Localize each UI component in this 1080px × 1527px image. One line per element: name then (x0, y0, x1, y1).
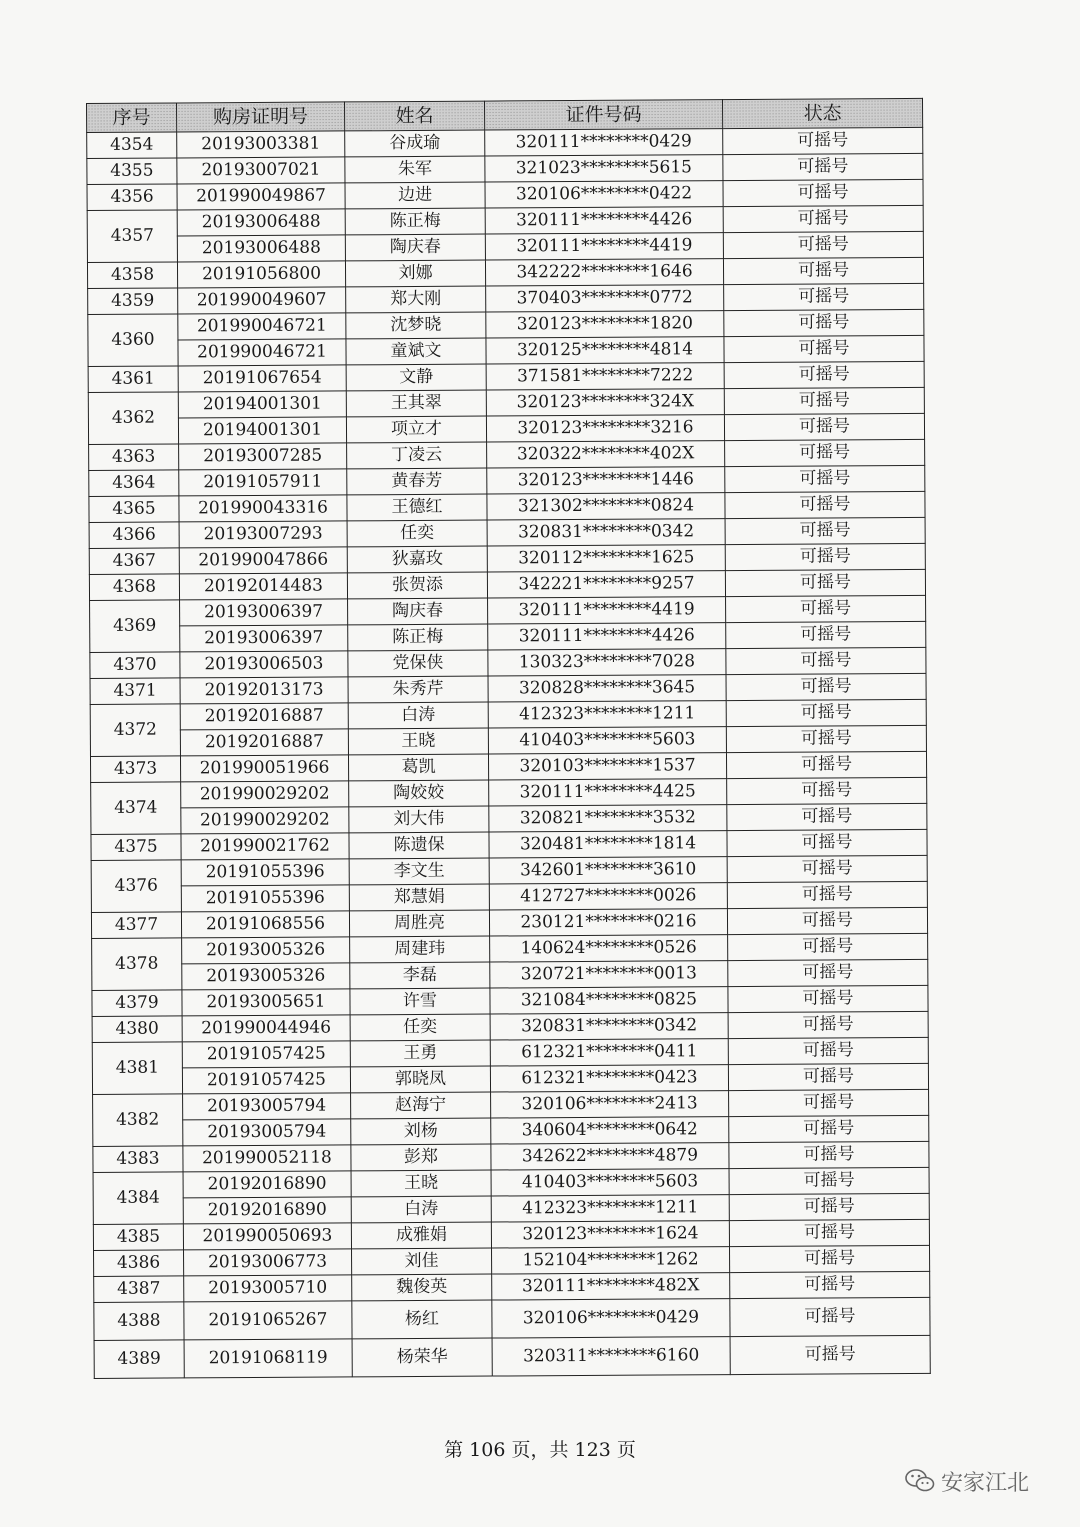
housing-lottery-table (86, 98, 931, 1379)
id-no-cell: 320322********402X (487, 441, 725, 468)
status-cell: 可摇号 (727, 881, 927, 908)
name-cell: 任奕 (350, 1014, 490, 1041)
seq-cell: 4376 (91, 860, 181, 913)
status-cell: 可摇号 (725, 491, 925, 518)
name-cell: 谷成瑜 (345, 130, 485, 157)
name-cell: 陈正梅 (348, 624, 488, 651)
id-no-cell: 320111********4426 (488, 623, 726, 650)
status-cell: 可摇号 (724, 413, 924, 440)
id-no-cell: 320125********4814 (486, 337, 724, 364)
seq-cell: 4384 (93, 1172, 183, 1225)
cert-no-cell: 20193006773 (184, 1249, 352, 1276)
seq-cell: 4371 (90, 678, 180, 705)
id-no-cell: 342622********4879 (491, 1143, 729, 1170)
header-name: 姓名 (344, 101, 484, 131)
name-cell: 李磊 (350, 962, 490, 989)
id-no-cell: 612321********0411 (490, 1039, 728, 1066)
status-cell: 可摇号 (725, 569, 925, 596)
status-cell: 可摇号 (726, 595, 926, 622)
id-no-cell: 410403********5603 (488, 727, 726, 754)
name-cell: 沈梦晓 (346, 312, 486, 339)
cert-no-cell: 201990051966 (180, 755, 348, 782)
seq-cell: 4368 (89, 574, 179, 601)
table-body (87, 127, 931, 1378)
name-cell: 彭郑 (351, 1144, 491, 1171)
status-cell: 可摇号 (725, 517, 925, 544)
seq-cell: 4372 (90, 704, 180, 757)
cert-no-cell: 20193005794 (183, 1119, 351, 1146)
cert-no-cell: 20193006503 (180, 651, 348, 678)
name-cell: 张贺添 (347, 572, 487, 599)
name-cell: 白涛 (351, 1196, 491, 1223)
seq-cell: 4385 (93, 1224, 183, 1251)
cert-no-cell: 20193003381 (177, 131, 345, 158)
id-no-cell: 412727********0026 (489, 883, 727, 910)
name-cell: 许雪 (350, 988, 490, 1015)
cert-no-cell: 20192016890 (183, 1171, 351, 1198)
id-no-cell: 321302********0824 (487, 493, 725, 520)
seq-cell: 4388 (94, 1302, 184, 1341)
status-cell: 可摇号 (729, 1089, 929, 1116)
seq-cell: 4373 (90, 756, 180, 783)
id-no-cell: 320111********4425 (489, 779, 727, 806)
seq-cell: 4357 (87, 210, 177, 263)
status-cell: 可摇号 (723, 231, 923, 258)
cert-no-cell: 20193007293 (179, 521, 347, 548)
cert-no-cell: 20193005794 (183, 1093, 351, 1120)
name-cell: 童斌文 (346, 338, 486, 365)
status-cell: 可摇号 (727, 907, 927, 934)
name-cell: 狄嘉玫 (347, 546, 487, 573)
table-row (94, 1335, 930, 1378)
status-cell: 可摇号 (729, 1193, 929, 1220)
id-no-cell: 412323********1211 (491, 1195, 729, 1222)
name-cell: 刘佳 (352, 1248, 492, 1275)
name-cell: 郑慧娟 (349, 884, 489, 911)
status-cell: 可摇号 (730, 1271, 930, 1298)
status-cell: 可摇号 (724, 309, 924, 336)
name-cell: 陶姣姣 (349, 780, 489, 807)
seq-cell: 4375 (91, 834, 181, 861)
id-no-cell: 130323********7028 (488, 649, 726, 676)
cert-no-cell: 20191057425 (182, 1041, 350, 1068)
seq-cell: 4383 (93, 1146, 183, 1173)
name-cell: 成雅娟 (351, 1222, 491, 1249)
name-cell: 任奕 (347, 520, 487, 547)
id-no-cell: 320106********2413 (491, 1091, 729, 1118)
id-no-cell: 320111********4419 (485, 233, 723, 260)
cert-no-cell: 20191057911 (179, 469, 347, 496)
cert-no-cell: 20193005651 (182, 989, 350, 1016)
name-cell: 王其翠 (346, 390, 486, 417)
id-no-cell: 612321********0423 (490, 1065, 728, 1092)
seq-cell: 4370 (90, 652, 180, 679)
status-cell: 可摇号 (723, 205, 923, 232)
seq-cell: 4380 (92, 1016, 182, 1043)
id-no-cell: 320481********1814 (489, 831, 727, 858)
name-cell: 朱军 (345, 156, 485, 183)
seq-cell: 4387 (94, 1276, 184, 1303)
name-cell: 周建玮 (350, 936, 490, 963)
name-cell: 葛凯 (348, 754, 488, 781)
name-cell: 郭晓凤 (350, 1066, 490, 1093)
seq-cell: 4377 (91, 912, 181, 939)
id-no-cell: 320103********1537 (488, 753, 726, 780)
id-no-cell: 320831********0342 (487, 519, 725, 546)
cert-no-cell: 201990052118 (183, 1145, 351, 1172)
status-cell: 可摇号 (724, 283, 924, 310)
cert-no-cell: 201990047866 (179, 547, 347, 574)
cert-no-cell: 20193005710 (184, 1275, 352, 1302)
id-no-cell: 140624********0526 (490, 935, 728, 962)
id-no-cell: 410403********5603 (491, 1169, 729, 1196)
seq-cell: 4359 (88, 288, 178, 315)
name-cell: 文静 (346, 364, 486, 391)
cert-no-cell: 201990044946 (182, 1015, 350, 1042)
cert-no-cell: 20193006488 (177, 209, 345, 236)
cert-no-cell: 20191056800 (177, 261, 345, 288)
name-cell: 王德红 (347, 494, 487, 521)
cert-no-cell: 20191055396 (181, 885, 349, 912)
id-no-cell: 320111********4419 (488, 597, 726, 624)
cert-no-cell: 201990029202 (181, 781, 349, 808)
status-cell: 可摇号 (729, 1115, 929, 1142)
cert-no-cell: 20191068556 (181, 911, 349, 938)
status-cell: 可摇号 (728, 1011, 928, 1038)
id-no-cell: 152104********1262 (492, 1247, 730, 1274)
name-cell: 朱秀芹 (348, 676, 488, 703)
cert-no-cell: 20193005326 (182, 937, 350, 964)
id-no-cell: 370403********0772 (486, 285, 724, 312)
status-cell: 可摇号 (729, 1141, 929, 1168)
name-cell: 陶庆春 (345, 234, 485, 261)
cert-no-cell: 201990049607 (178, 287, 346, 314)
seq-cell: 4369 (90, 600, 180, 653)
id-no-cell: 321023********5615 (485, 155, 723, 182)
name-cell: 陶庆春 (348, 598, 488, 625)
status-cell: 可摇号 (728, 933, 928, 960)
status-cell: 可摇号 (723, 127, 923, 154)
cert-no-cell: 20193006488 (177, 235, 345, 262)
seq-cell: 4356 (87, 184, 177, 211)
id-no-cell: 320106********0429 (492, 1299, 730, 1338)
seq-cell: 4386 (94, 1250, 184, 1277)
cert-no-cell: 20192014483 (179, 573, 347, 600)
status-cell: 可摇号 (726, 647, 926, 674)
seq-cell: 4355 (87, 158, 177, 185)
cert-no-cell: 20193006397 (180, 625, 348, 652)
name-cell: 王晓 (351, 1170, 491, 1197)
status-cell: 可摇号 (729, 1167, 929, 1194)
name-cell: 郑大刚 (346, 286, 486, 313)
seq-cell: 4364 (89, 470, 179, 497)
name-cell: 王晓 (348, 728, 488, 755)
seq-cell: 4389 (94, 1340, 184, 1379)
cert-no-cell: 20192016890 (183, 1197, 351, 1224)
cert-no-cell: 20191067654 (178, 365, 346, 392)
seq-cell: 4365 (89, 496, 179, 523)
status-cell: 可摇号 (723, 257, 923, 284)
name-cell: 王勇 (350, 1040, 490, 1067)
cert-no-cell: 20191057425 (182, 1067, 350, 1094)
status-cell: 可摇号 (727, 855, 927, 882)
status-cell: 可摇号 (730, 1297, 930, 1336)
header-seq: 序号 (87, 103, 177, 133)
name-cell: 白涛 (348, 702, 488, 729)
table-row (94, 1297, 930, 1340)
cert-no-cell: 201990043316 (179, 495, 347, 522)
id-no-cell: 230121********0216 (489, 909, 727, 936)
seq-cell: 4381 (92, 1042, 182, 1095)
seq-cell: 4378 (92, 938, 182, 991)
seq-cell: 4374 (91, 782, 181, 835)
id-no-cell: 320112********1625 (487, 545, 725, 572)
name-cell: 党保侠 (348, 650, 488, 677)
name-cell: 魏俊英 (352, 1274, 492, 1301)
cert-no-cell: 20193007285 (179, 443, 347, 470)
seq-cell: 4362 (88, 392, 178, 445)
id-no-cell: 320828********3645 (488, 675, 726, 702)
name-cell: 刘杨 (351, 1118, 491, 1145)
id-no-cell: 320821********3532 (489, 805, 727, 832)
status-cell: 可摇号 (725, 439, 925, 466)
cert-no-cell: 201990021762 (181, 833, 349, 860)
status-cell: 可摇号 (724, 387, 924, 414)
id-no-cell: 342601********3610 (489, 857, 727, 884)
header-status: 状态 (722, 98, 922, 128)
id-no-cell: 342221********9257 (487, 571, 725, 598)
cert-no-cell: 20193005326 (182, 963, 350, 990)
cert-no-cell: 20191055396 (181, 859, 349, 886)
status-cell: 可摇号 (728, 1037, 928, 1064)
name-cell: 陈正梅 (345, 208, 485, 235)
cert-no-cell: 20194001301 (178, 417, 346, 444)
header-cert-no: 购房证明号 (177, 102, 345, 132)
status-cell: 可摇号 (727, 777, 927, 804)
cert-no-cell: 201990046721 (178, 313, 346, 340)
cert-no-cell: 20191068119 (184, 1339, 352, 1378)
id-no-cell: 412323********1211 (488, 701, 726, 728)
cert-no-cell: 201990049867 (177, 183, 345, 210)
header-id-no: 证件号码 (484, 100, 722, 130)
seq-cell: 4382 (93, 1094, 183, 1147)
cert-no-cell: 201990046721 (178, 339, 346, 366)
id-no-cell: 320311********6160 (492, 1337, 730, 1376)
name-cell: 李文生 (349, 858, 489, 885)
name-cell: 边进 (345, 182, 485, 209)
cert-no-cell: 20192016887 (180, 703, 348, 730)
id-no-cell: 320831********0342 (490, 1013, 728, 1040)
id-no-cell: 320123********1820 (486, 311, 724, 338)
id-no-cell: 320123********324X (486, 389, 724, 416)
status-cell: 可摇号 (723, 153, 923, 180)
status-cell: 可摇号 (727, 829, 927, 856)
status-cell: 可摇号 (726, 725, 926, 752)
seq-cell: 4363 (89, 444, 179, 471)
page-footer: 第 106 页，共 123 页 (444, 1439, 636, 1461)
cert-no-cell: 201990050693 (183, 1223, 351, 1250)
name-cell: 杨荣华 (352, 1338, 492, 1377)
watermark-text: 安家江北 (941, 1470, 1030, 1496)
seq-cell: 4358 (87, 262, 177, 289)
watermark (905, 1463, 1029, 1499)
status-cell: 可摇号 (726, 621, 926, 648)
status-cell: 可摇号 (723, 179, 923, 206)
status-cell: 可摇号 (725, 465, 925, 492)
status-cell: 可摇号 (729, 1245, 929, 1272)
status-cell: 可摇号 (727, 803, 927, 830)
status-cell: 可摇号 (725, 543, 925, 570)
seq-cell: 4367 (89, 548, 179, 575)
id-no-cell: 320123********1446 (487, 467, 725, 494)
cert-no-cell: 201990029202 (181, 807, 349, 834)
seq-cell: 4360 (88, 314, 178, 367)
id-no-cell: 320106********0422 (485, 181, 723, 208)
id-no-cell: 320721********0013 (490, 961, 728, 988)
status-cell: 可摇号 (729, 1219, 929, 1246)
id-no-cell: 320111********482X (492, 1273, 730, 1300)
wechat-icon (905, 1468, 935, 1494)
cert-no-cell: 20193006397 (180, 599, 348, 626)
status-cell: 可摇号 (724, 335, 924, 362)
name-cell: 刘大伟 (349, 806, 489, 833)
status-cell: 可摇号 (726, 699, 926, 726)
id-no-cell: 320111********0429 (485, 129, 723, 156)
status-cell: 可摇号 (728, 985, 928, 1012)
name-cell: 陈遗保 (349, 832, 489, 859)
id-no-cell: 320123********3216 (486, 415, 724, 442)
status-cell: 可摇号 (730, 1335, 930, 1374)
name-cell: 赵海宁 (351, 1092, 491, 1119)
name-cell: 刘娜 (345, 260, 485, 287)
name-cell: 丁凌云 (347, 442, 487, 469)
status-cell: 可摇号 (728, 959, 928, 986)
cert-no-cell: 20192016887 (180, 729, 348, 756)
status-cell: 可摇号 (724, 361, 924, 388)
name-cell: 杨红 (352, 1300, 492, 1339)
seq-cell: 4366 (89, 522, 179, 549)
id-no-cell: 321084********0825 (490, 987, 728, 1014)
name-cell: 黄春芳 (347, 468, 487, 495)
status-cell: 可摇号 (726, 751, 926, 778)
cert-no-cell: 20191065267 (184, 1301, 352, 1340)
cert-no-cell: 20194001301 (178, 391, 346, 418)
cert-no-cell: 20192013173 (180, 677, 348, 704)
id-no-cell: 342222********1646 (485, 259, 723, 286)
name-cell: 项立才 (346, 416, 486, 443)
id-no-cell: 340604********0642 (491, 1117, 729, 1144)
seq-cell: 4354 (87, 132, 177, 159)
id-no-cell: 371581********7222 (486, 363, 724, 390)
status-cell: 可摇号 (728, 1063, 928, 1090)
id-no-cell: 320123********1624 (491, 1221, 729, 1248)
name-cell: 周胜亮 (349, 910, 489, 937)
status-cell: 可摇号 (726, 673, 926, 700)
seq-cell: 4361 (88, 366, 178, 393)
seq-cell: 4379 (92, 990, 182, 1017)
id-no-cell: 320111********4426 (485, 207, 723, 234)
cert-no-cell: 20193007021 (177, 157, 345, 184)
